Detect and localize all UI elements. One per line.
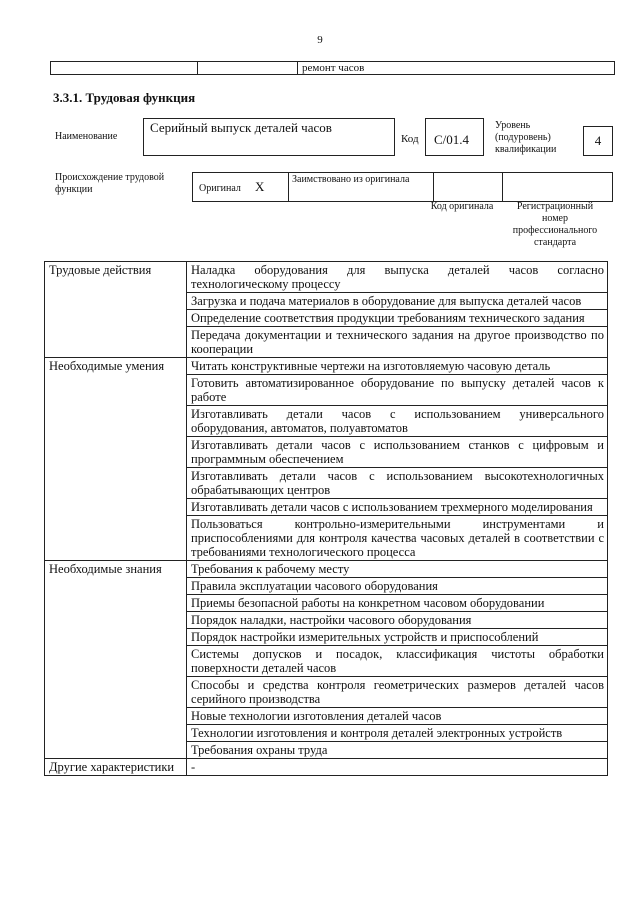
table-cell: Изготавливать детали часов с использованием высокотехнологичных обрабатывающих центров (187, 468, 608, 499)
cell-text: ремонт часов (298, 62, 615, 75)
table-cell: Определение соответствия продукции требованиям технического задания (187, 310, 608, 327)
table-cell: Пользоваться контрольно-измерительными инструментами и приспособлениями для контроля качества часовых деталей в соответствии с требованиями технологического процесса (187, 516, 608, 561)
name-label: Наименование (55, 131, 118, 142)
level-value: 4 (583, 126, 613, 156)
cell-empty (51, 62, 198, 75)
table-cell: Порядок настройки измерительных устройств и приспособлений (187, 629, 608, 646)
page-number: 9 (317, 34, 323, 46)
table-cell: Способы и средства контроля геометрических размеров деталей часов серийного производства (187, 677, 608, 708)
original-cell (193, 173, 289, 202)
code-value: C/01.4 (425, 118, 484, 156)
table-cell: Наладка оборудования для выпуска деталей часов согласно технологическому процессу (187, 262, 608, 293)
previous-table-fragment (50, 61, 615, 75)
table-cell: Приемы безопасной работы на конкретном часовом оборудовании (187, 595, 608, 612)
section-label: Другие характеристики (45, 759, 187, 776)
section-label: Трудовые действия (45, 262, 187, 358)
borrowed-label: Заимствовано из оригинала (289, 173, 434, 202)
name-value: Серийный выпуск деталей часов (143, 118, 395, 156)
reg-num-cell (503, 173, 613, 202)
section-title: 3.3.1. Трудовая функция (53, 90, 196, 105)
table-cell: Передача документации и технического задания на другое производство по кооперации (187, 327, 608, 358)
table-cell: Новые технологии изготовления деталей часов (187, 708, 608, 725)
table-cell: Порядок наладки, настройки часового оборудования (187, 612, 608, 629)
level-label: Уровень (подуровень) квалификации (495, 120, 557, 155)
table-cell: Читать конструктивные чертежи на изготовляемую часовую деталь (187, 358, 608, 375)
table-cell: Технологии изготовления и контроля деталей электронных устройств (187, 725, 608, 742)
table-cell: Изготавливать детали часов с использованием трехмерного моделирования (187, 499, 608, 516)
cell-empty (198, 62, 298, 75)
reg-num-label: Регистрационный номер профессионального стандарта (512, 201, 598, 248)
table-cell: Требования охраны труда (187, 742, 608, 759)
original-mark: X (255, 179, 265, 194)
table-cell: Изготавливать детали часов с использованием станков с цифровым и программным обеспечением (187, 437, 608, 468)
origin-label: Происхождение трудовой функции (55, 172, 165, 195)
table-cell: Требования к рабочему месту (187, 561, 608, 578)
code-label: Код (401, 133, 419, 145)
code-orig-cell (434, 173, 503, 202)
section-label: Необходимые умения (45, 358, 187, 561)
origin-table (192, 172, 613, 202)
table-cell: Правила эксплуатации часового оборудования (187, 578, 608, 595)
table-cell: Системы допусков и посадок, классификация чистоты обработки поверхности деталей часов (187, 646, 608, 677)
table-cell: Готовить автоматизированное оборудование по выпуску деталей часов к работе (187, 375, 608, 406)
code-orig-label: Код оригинала (430, 201, 494, 212)
table-cell: Загрузка и подача материалов в оборудование для выпуска деталей часов (187, 293, 608, 310)
table-cell: - (187, 759, 608, 776)
table-cell: Изготавливать детали часов с использованием универсального оборудования, автоматов, полуавтоматов (187, 406, 608, 437)
original-label: Оригинал (199, 183, 241, 194)
labor-function-table (44, 261, 608, 776)
section-label: Необходимые знания (45, 561, 187, 759)
